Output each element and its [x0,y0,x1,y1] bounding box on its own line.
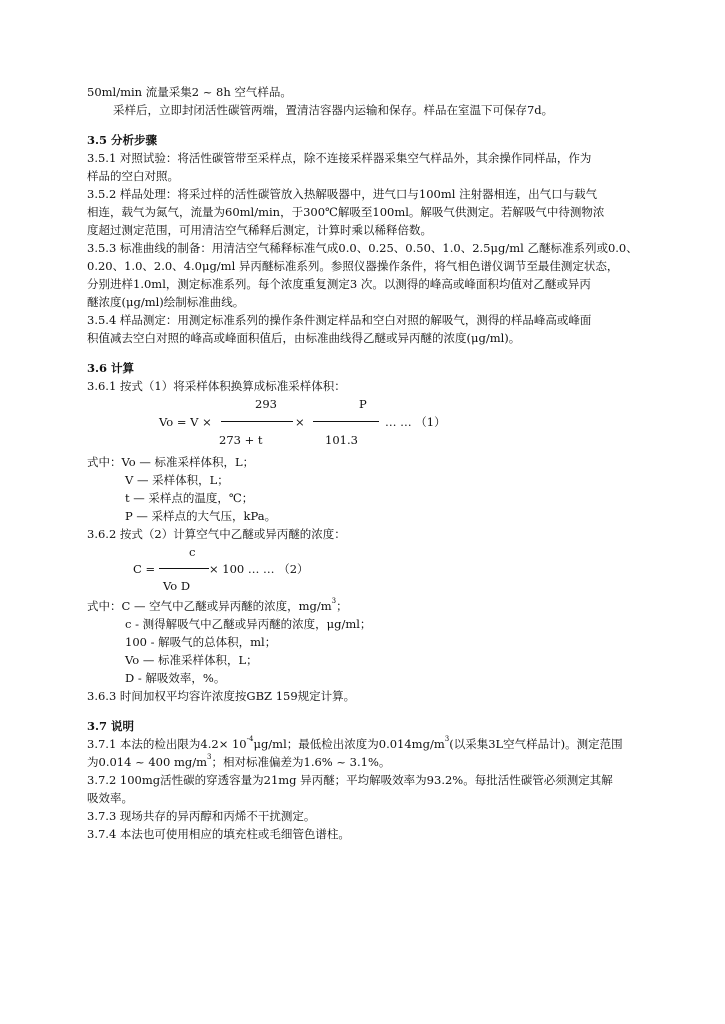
superscript: -4 [246,735,254,743]
formula-1-numerator-2: P [359,397,367,411]
para-3-5-4-line: 3.5.4 样品测定：用测定标准系列的操作条件测定样品和空白对照的解吸气，测得的样品峰高或峰面 [87,313,592,327]
where-2-row [87,633,643,651]
para-3-5-3-line: 醚浓度(μg/ml)绘制标准曲线。 [87,295,245,309]
para-3-7-1-line [87,753,643,771]
text-run: μg/ml；最低检出浓度为0.014mg/m [253,737,445,751]
intro-line-1: 50ml/min 流量采集2 ~ 8h 空气样品。 [87,85,292,99]
text-run: (以采集3L空气样品计)。测定范围 [449,737,623,751]
para-3-5-1-line: 3.5.1 对照试验：将活性碳管带至采样点，除不连接采样器采集空气样品外，其余操作同样品，作为 [87,151,592,165]
formula-2-lhs: C = [133,562,156,576]
where-definition: D - 解吸效率，%。 [125,671,226,685]
where-definition: t — 采样点的温度，℃； [125,491,254,505]
where-definition: C — 空气中乙醚或异丙醚的浓度，mg/m [121,599,332,613]
formula-1-fraction-bar-1 [221,421,293,422]
where-2-row [87,651,643,669]
para-3-5-1-line: 样品的空白对照。 [87,169,179,183]
where-label: 式中： [87,599,122,613]
where-1-row [87,489,643,507]
formula-2-tail: × 100 … … （2） [209,562,309,576]
para-3-7-2-line: 3.7.2 100mg活性碳的穿透容量为21mg 异丙醚；平均解吸效率为93.2%。每批活性碳管必须测定其解 [87,773,613,787]
para-3-7-1-line [87,735,643,753]
formula-2-denominator: Vo D [163,579,191,593]
where-2-row [87,669,643,687]
formula-2-fraction-bar [159,568,209,569]
superscript: 3 [207,753,212,761]
para-3-5-2-line: 度超过测定范围，可用清洁空气稀释后测定，计算时乘以稀释倍数。 [87,223,432,237]
formula-1-tail: … … （1） [385,415,446,429]
para-3-7-3: 3.7.3 现场共存的异丙醇和丙烯不干扰测定。 [87,809,316,823]
where-definition-end: ； [336,599,348,613]
para-3-7-4: 3.7.4 本法也可使用相应的填充柱或毛细管色谱柱。 [87,827,350,841]
where-label: 式中： [87,455,122,469]
formula-2 [87,543,643,597]
where-2-row [87,615,643,633]
text-run: 3.7.1 本法的检出限为4.2× 10 [87,737,247,751]
text-run: ；相对标准偏差为1.6% ~ 3.1%。 [211,755,391,769]
document-page [87,83,643,843]
para-3-5-4-line: 积值减去空白对照的峰高或峰面积值后，由标准曲线得乙醚或异丙醚的浓度(μg/ml)。 [87,331,521,345]
where-definition: V — 采样体积，L； [125,473,229,487]
para-3-5-2-line: 3.5.2 样品处理：将采过样的活性碳管放入热解吸器中，进气口与100ml 注射器相连，出气口与载气 [87,187,598,201]
formula-1-numerator-1: 293 [255,397,277,411]
text-run: 为0.014 ~ 400 mg/m [87,755,208,769]
superscript: 3 [444,735,450,743]
formula-1-lhs: Vo = V × [159,415,212,429]
intro-line-2: 采样后，立即封闭活性碳管两端，置清洁容器内运输和保存。样品在室温下可保存7d。 [113,103,554,117]
where-definition: Vo — 标准采样体积，L； [125,653,258,667]
where-1-row [87,507,643,525]
where-definition: 100 - 解吸气的总体积，ml； [125,635,277,649]
where-1-row [87,471,643,489]
para-3-5-3-line: 0.20、1.0、2.0、4.0μg/ml 异丙醚标准系列。参照仪器操作条件，将气相色谱仪调节至最佳测定状态， [87,259,619,273]
where-definition: Vo — 标准采样体积，L； [121,455,255,469]
para-3-6-2: 3.6.2 按式（2）计算空气中乙醚或异丙醚的浓度： [87,527,346,541]
para-3-6-3: 3.6.3 时间加权平均容许浓度按GBZ 159规定计算。 [87,689,356,703]
section-3-7-heading: 3.7 说明 [87,719,135,733]
section-3-6-heading: 3.6 计算 [87,361,135,375]
where-definition: c - 测得解吸气中乙醚或异丙醚的浓度，μg/ml； [125,617,372,631]
formula-1-denominator-1: 273 + t [219,433,263,447]
where-definition: P — 采样点的大气压，kPa。 [125,509,277,523]
superscript: 3 [331,597,337,605]
formula-1 [87,395,643,453]
para-3-6-1: 3.6.1 按式（1）将采样体积换算成标准采样体积： [87,379,346,393]
where-2-row [87,597,643,615]
para-3-7-2-line: 吸效率。 [87,791,133,805]
formula-1-denominator-2: 101.3 [325,433,358,447]
para-3-5-2-line: 相连，载气为氮气，流量为60ml/min，于300℃解吸至100ml。解吸气供测定。若解吸气中待测物浓 [87,205,605,219]
formula-2-numerator: c [189,545,196,559]
where-1-row [87,453,643,471]
para-3-5-3-line: 分别进样1.0ml，测定标准系列。每个浓度重复测定3 次。以测得的峰高或峰面积均值对乙醚或异丙 [87,277,591,291]
section-3-5-heading: 3.5 分析步骤 [87,133,158,147]
formula-1-times: × [295,415,305,429]
formula-1-fraction-bar-2 [313,421,379,422]
para-3-5-3-line: 3.5.3 标准曲线的制备：用清洁空气稀释标准气成0.0、0.25、0.50、1.0、2.5μg/ml 乙醚标准系列或0.0、 [87,241,638,255]
